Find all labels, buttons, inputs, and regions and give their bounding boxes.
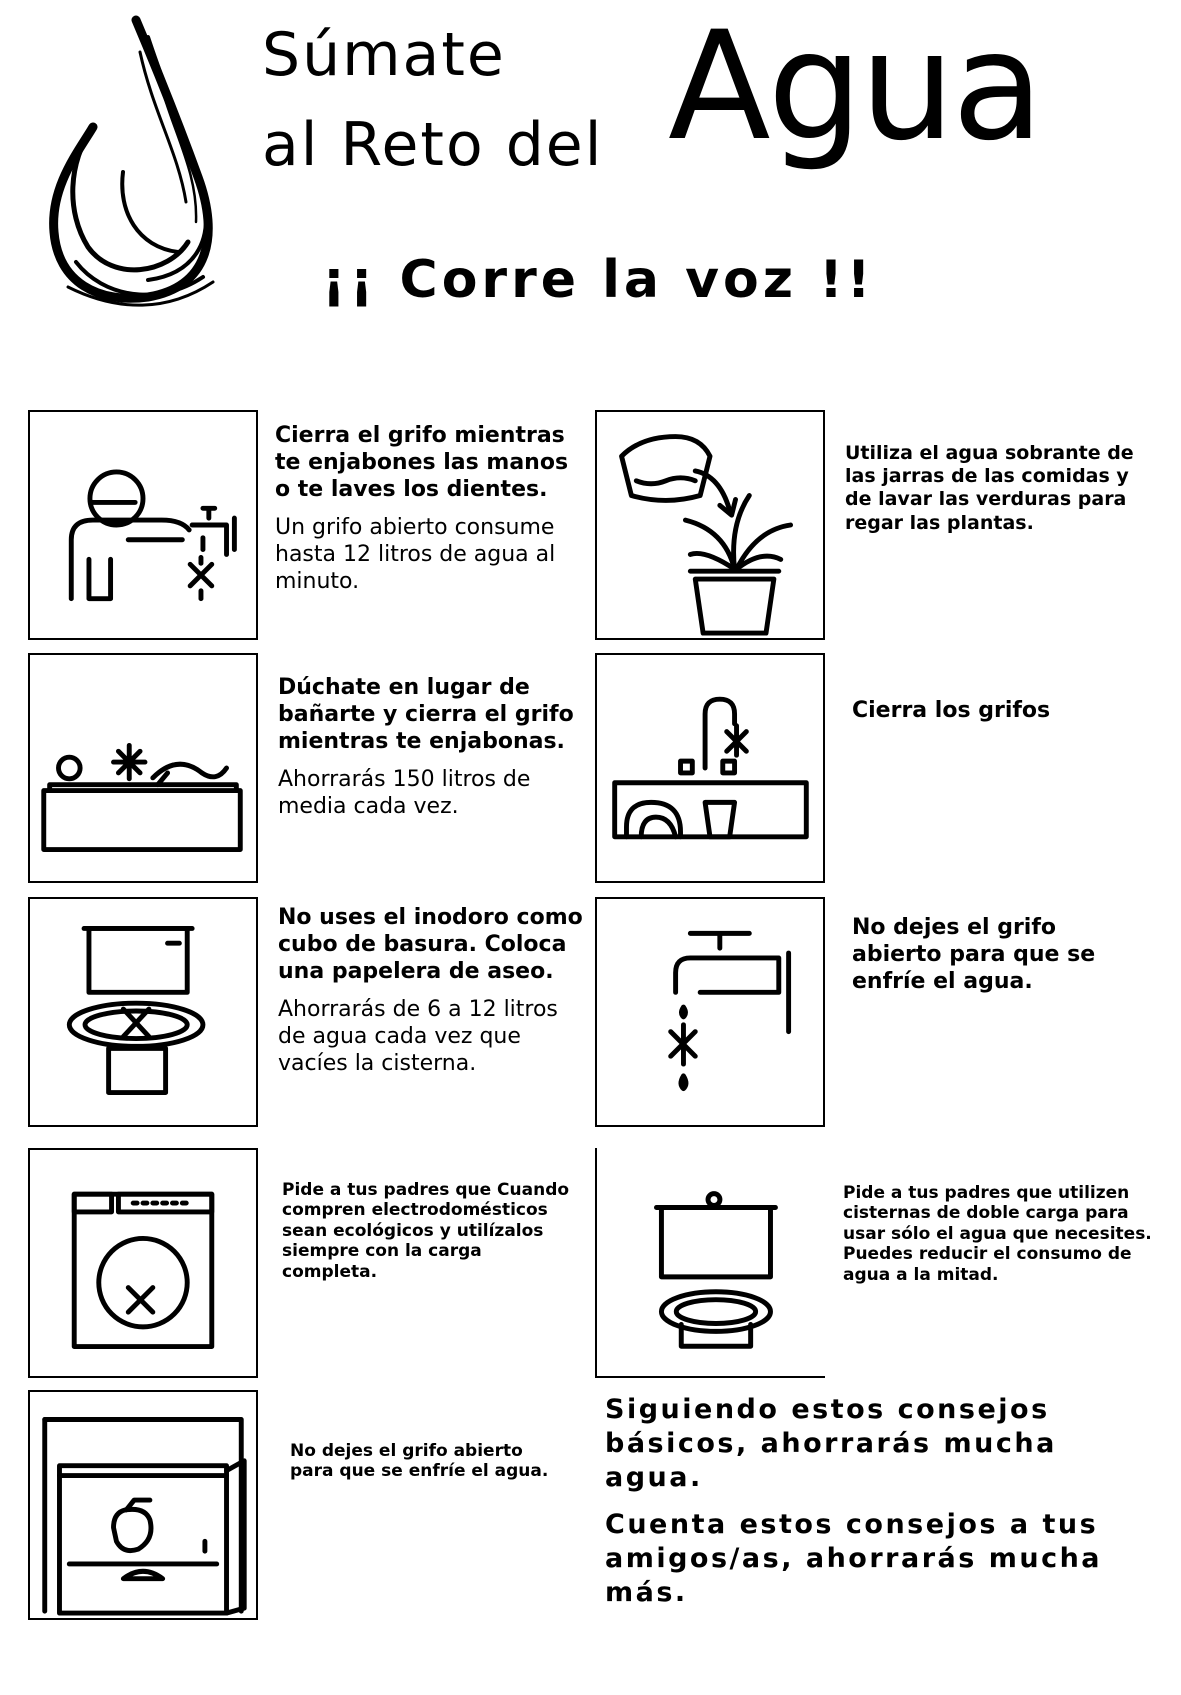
tip-illustration: [595, 1148, 825, 1378]
slogan: ¡¡ Corre la voz !!: [322, 250, 875, 310]
tip-8-text: [843, 1183, 1158, 1297]
tip-1-line-2: Un grifo abierto consume hasta 12 litros de agua al minuto.: [275, 515, 556, 595]
sink-tap-icon: [597, 655, 823, 881]
tip-illustration: [28, 897, 258, 1127]
tip-4-text: [852, 698, 1152, 737]
tip-8-line-1: Pide a tus padres que utilizen cisternas de doble carga para usar sólo el agua que necesites. Puedes reducir el consumo de agua a la mitad.: [843, 1183, 1152, 1285]
tip-5-line-2: Ahorrarás de 6 a 12 litros de agua cada vez que vacíes la cisterna.: [278, 997, 558, 1077]
tip-7-line-1: Pide a tus padres que Cuando compren electrodomésticos sean ecológicos y utilízalos siempre con la carga completa.: [282, 1180, 570, 1282]
tip-1-line-1: Cierra el grifo mientras te enjabones las manos o te laves los dientes.: [275, 423, 569, 502]
dual-flush-toilet-icon: [597, 1148, 825, 1376]
dripping-tap-icon: [597, 899, 823, 1125]
tip-6-text: [852, 915, 1152, 1007]
closing-line-1: Siguiendo estos consejos básicos, ahorrarás mucha agua.: [605, 1394, 1057, 1493]
tip-4-line-1: Cierra los grifos: [852, 698, 1051, 723]
tip-9-text: [290, 1441, 570, 1494]
tip-2-text: [845, 442, 1155, 547]
closing-line-2: Cuenta estos consejos a tus amigos/as, ahorrarás mucha más.: [605, 1509, 1103, 1608]
tip-5-text: [278, 905, 588, 1090]
tip-illustration: [595, 410, 825, 640]
toilet-icon: [30, 899, 256, 1125]
tip-1-text: [275, 423, 585, 608]
fridge-pitcher-icon: [30, 1392, 256, 1618]
closing-message: [605, 1393, 1125, 1624]
title-line-1: Súmate: [262, 20, 506, 90]
person-tap-icon: [30, 412, 256, 638]
tip-illustration: [595, 653, 825, 883]
pitcher-plant-icon: [597, 412, 823, 638]
tip-illustration: [28, 1390, 258, 1620]
water-drop-logo-icon: [28, 12, 228, 317]
tip-2-line-1: Utiliza el agua sobrante de las jarras de las comidas y de lavar las verduras para regar las plantas.: [845, 442, 1134, 534]
tip-illustration: [28, 410, 258, 640]
tip-illustration: [28, 1148, 258, 1378]
tip-3-text: [278, 675, 588, 833]
bathtub-icon: [30, 655, 256, 881]
tip-3-line-2: Ahorrarás 150 litros de media cada vez.: [278, 767, 531, 820]
tip-9-line-1: No dejes el grifo abierto para que se enfríe el agua.: [290, 1441, 549, 1482]
tip-6-line-1: No dejes el grifo abierto para que se enfríe el agua.: [852, 915, 1096, 994]
tip-illustration: [28, 653, 258, 883]
title-line-2: al Reto del: [262, 110, 604, 180]
washing-machine-icon: [30, 1150, 256, 1376]
title-agua: Agua: [668, 0, 1041, 174]
tip-7-text: [282, 1180, 572, 1294]
tip-3-line-1: Dúchate en lugar de bañarte y cierra el grifo mientras te enjabonas.: [278, 675, 574, 754]
tip-illustration: [595, 897, 825, 1127]
tip-5-line-1: No uses el inodoro como cubo de basura. Coloca una papelera de aseo.: [278, 905, 583, 984]
